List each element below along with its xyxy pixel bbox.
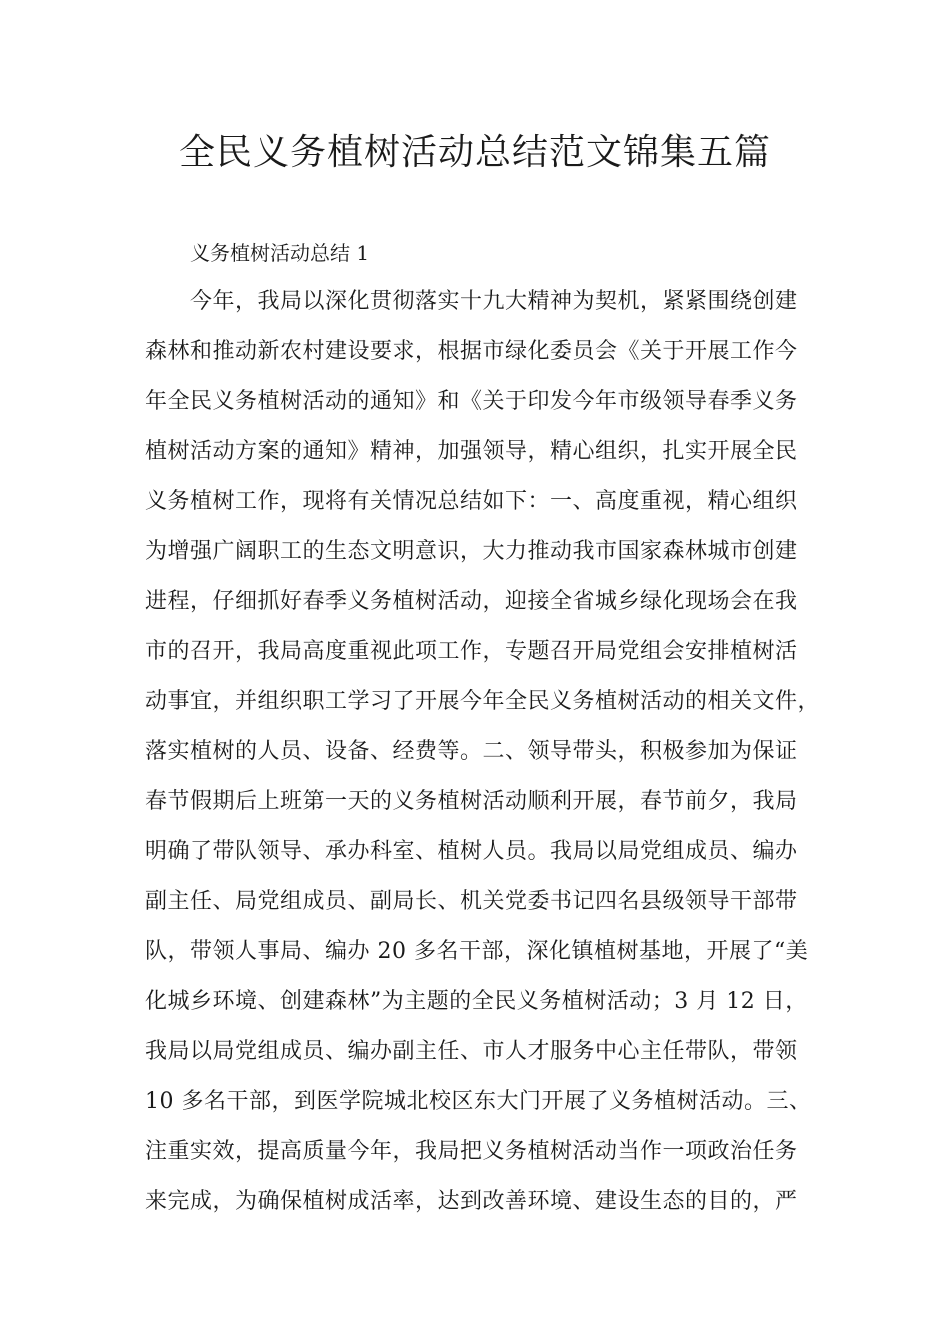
body-line: 为增强广阔职工的生态文明意识，大力推动我市国家森林城市创建 [145, 539, 798, 564]
body-line: 植树活动方案的通知》精神，加强领导，精心组织，扎实开展全民 [145, 439, 798, 464]
document-title: 全民义务植树活动总结范文锦集五篇 [178, 132, 771, 173]
body-line: 年全民义务植树活动的通知》和《关于印发今年市级领导春季义务 [145, 389, 798, 414]
body-line: 注重实效，提高质量今年，我局把义务植树活动当作一项政治任务 [145, 1139, 798, 1164]
body-line: 化城乡环境、创建森林”为主题的全民义务植树活动；3 月 12 日， [145, 989, 808, 1014]
body-line: 副主任、局党组成员、副局长、机关党委书记四名县级领导干部带 [145, 889, 798, 914]
body-line: 明确了带队领导、承办科室、植树人员。我局以局党组成员、编办 [145, 839, 798, 864]
body-line: 10 多名干部，到医学院城北校区东大门开展了义务植树活动。三、 [145, 1089, 812, 1114]
body-line: 进程，仔细抓好春季义务植树活动，迎接全省城乡绿化现场会在我 [145, 589, 798, 614]
body-line: 义务植树工作，现将有关情况总结如下：一、高度重视，精心组织 [145, 489, 798, 514]
body-line: 落实植树的人员、设备、经费等。二、领导带头，积极参加为保证 [145, 739, 798, 764]
body-line: 来完成，为确保植树成活率，达到改善环境、建设生态的目的，严 [145, 1189, 798, 1214]
body-line: 我局以局党组成员、编办副主任、市人才服务中心主任带队，带领 [145, 1039, 798, 1064]
body-line: 市的召开，我局高度重视此项工作，专题召开局党组会安排植树活 [145, 639, 798, 664]
body-line: 春节假期后上班第一天的义务植树活动顺利开展，春节前夕，我局 [145, 789, 798, 814]
body-line: 动事宜，并组织职工学习了开展今年全民义务植树活动的相关文件， [145, 689, 821, 714]
body-line: 队，带领人事局、编办 20 多名干部，深化镇植树基地，开展了“美 [145, 939, 809, 964]
section-heading: 义务植树活动总结 1 [190, 241, 370, 265]
body-line: 森林和推动新农村建设要求，根据市绿化委员会《关于开展工作今 [145, 339, 798, 364]
body-line: 今年，我局以深化贯彻落实十九大精神为契机，紧紧围绕创建 [190, 289, 798, 314]
